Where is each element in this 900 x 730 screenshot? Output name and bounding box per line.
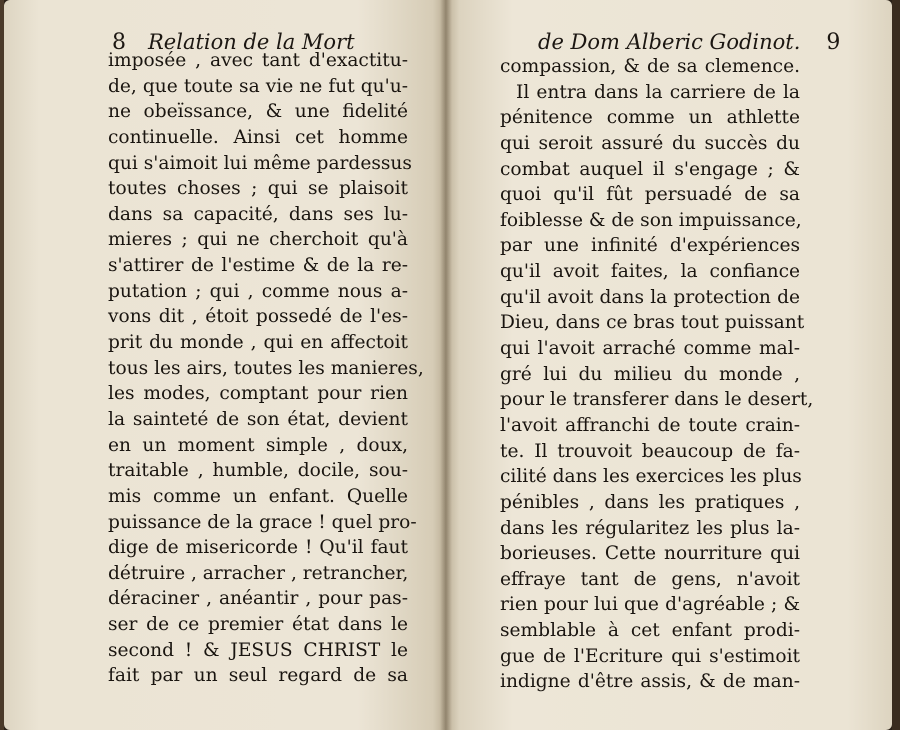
text-line: qui l'avoit arraché comme mal- <box>500 338 800 360</box>
text-line: compassion, & de sa clemence. <box>500 56 800 77</box>
text-line: puissance de la grace ! quel pro- <box>108 511 417 533</box>
text-line: second ! & JESUS CHRIST le <box>108 639 408 661</box>
text-line: gré lui du milieu du monde , <box>500 363 800 385</box>
text-line: dans les régularitez les plus la- <box>500 517 800 539</box>
text-line: dige de misericorde ! Qu'il faut <box>108 537 408 559</box>
text-line: putation ; qui , comme nous a- <box>108 280 408 302</box>
text-line: qu'il avoit dans la protection de <box>500 286 800 308</box>
text-line: qui s'aimoit lui même pardessus <box>108 152 412 174</box>
text-line: semblable à cet enfant prodi- <box>500 620 800 642</box>
right-running-head: de Dom Alberic Godinot. <box>538 30 801 54</box>
text-line: Il entra dans la carriere de la <box>516 81 800 103</box>
text-line: ser de ce premier état dans le <box>108 614 408 636</box>
text-line: rien pour lui que d'agréable ; & <box>500 594 800 616</box>
text-line: mis comme un enfant. Quelle <box>108 485 408 507</box>
text-line: tous les airs, toutes les manieres, <box>108 357 424 379</box>
text-line: toutes choses ; qui se plaisoit <box>108 178 408 200</box>
text-line: déraciner , anéantir , pour pas- <box>108 588 408 610</box>
text-line: pour le transferer dans le desert, <box>500 389 814 411</box>
left-running-head: Relation de la Mort <box>148 30 355 54</box>
text-line: quoi qu'il fût persuadé de sa <box>500 184 800 206</box>
text-line: les modes, comptant pour rien <box>108 383 408 405</box>
book-gutter <box>440 0 452 730</box>
text-line: s'attirer de l'estime & de la re- <box>108 255 408 277</box>
text-line: gue de l'Ecriture qui s'estimoit <box>500 645 800 667</box>
text-line: pénibles , dans les pratiques , <box>500 491 800 513</box>
text-line: combat auquel il s'engage ; & <box>500 158 800 180</box>
book-edge-right <box>892 0 900 730</box>
text-line: imposée , avec tant d'exactitu- <box>108 50 408 71</box>
text-line: cilité dans les exercices les plus <box>500 466 802 488</box>
text-line: borieuses. Cette nourriture qui <box>500 543 800 565</box>
text-line: effraye tant de gens, n'avoit <box>500 568 800 590</box>
text-line: indigne d'être assis, & de man- <box>500 671 800 693</box>
text-line: la sainteté de son état, devient <box>108 408 408 430</box>
text-line: Dieu, dans ce bras tout puissant <box>500 312 805 334</box>
text-line: prit du monde , qui en affectoit <box>108 332 408 354</box>
text-line: mieres ; qui ne cherchoit qu'à <box>108 229 408 251</box>
text-line: te. Il trouvoit beaucoup de fa- <box>500 440 800 462</box>
left-page-number: 8 <box>112 30 126 55</box>
text-line: vons dit , étoit possedé de l'es- <box>108 306 408 328</box>
text-line: en un moment simple , doux, <box>108 434 408 456</box>
left-page-text <box>108 48 424 689</box>
text-line: ne obeïssance, & une fidelité <box>108 101 408 123</box>
text-line: traitable , humble, docile, sou- <box>108 460 408 482</box>
text-line: continuelle. Ainsi cet homme <box>108 126 408 148</box>
text-line: qu'il avoit faites, la confiance <box>500 261 800 283</box>
text-line: détruire , arracher , retrancher, <box>108 562 409 584</box>
right-page-text <box>500 54 814 695</box>
right-page-number: 9 <box>826 30 841 55</box>
text-line: fait par un seul regard de sa <box>108 665 408 687</box>
text-line: de, que toute sa vie ne fut qu'u- <box>108 75 408 97</box>
text-line: par une infinité d'expériences <box>500 235 800 257</box>
text-line: l'avoit affranchi de toute crain- <box>500 414 800 436</box>
text-line: dans sa capacité, dans ses lu- <box>108 203 408 225</box>
text-line: foiblesse & de son impuissance, <box>500 209 802 231</box>
text-line: pénitence comme un athlette <box>500 107 800 129</box>
text-line: qui seroit assuré du succès du <box>500 132 800 154</box>
